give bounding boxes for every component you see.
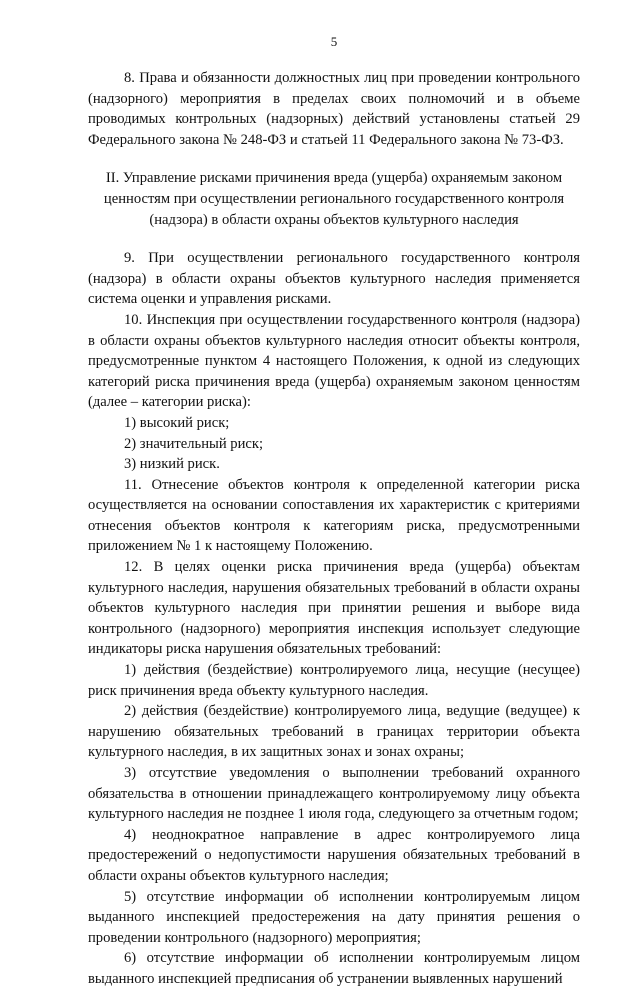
indicator-item: 4) неоднократное направление в адрес контролируемого лица предостережений о недопустимости нарушения обязательных требований в области охраны объектов культурного наследия; (88, 826, 580, 884)
paragraph-10: 10. Инспекция при осуществлении государственного контроля (надзора) в области охраны объектов культурного наследия относит объекты контроля, предусмотренные пунктом 4 настоящего Положения, к одной из следующих категорий риска причинения вреда (ущерба) охраняемым законом ценностям (далее – категории риска): (88, 311, 580, 411)
paragraph-11: 11. Отнесение объектов контроля к определенной категории риска осуществляется на основании сопоставления их характеристик с критериями отнесения объектов контроля к категориям риска, предусмотренными приложением № 1 к настоящему Положению. (88, 476, 580, 555)
risk-list-item: 2) значительный риск; (124, 435, 264, 452)
risk-list-item: 1) высокий риск; (124, 414, 230, 431)
section-heading (94, 168, 574, 230)
section-title: II. Управление рисками причинения вреда (ущерба) охраняемым законом ценностям при осуществлении регионального государственного контроля (надзора) в области охраны объектов культурного наследия (103, 170, 565, 228)
paragraph-12: 12. В целях оценки риска причинения вреда (ущерба) объектам культурного наследия, нарушения обязательных требований в области охраны объектов культурного наследия при принятии решения и выборе вида контрольного (надзорного) мероприятия инспекция использует следующие индикаторы риска нарушения обязательных требований: (88, 559, 580, 658)
page-number: 5 (330, 34, 338, 49)
indicator-item: 6) отсутствие информации об исполнении контролируемым лицом выданного инспекцией предписания об устранении выявленных нарушений (88, 950, 580, 987)
indicator-item: 2) действия (бездействие) контролируемого лица, ведущие (ведущее) к нарушению обязательных требований в границах территории объекта культурного наследия, в их защитных зонах и зонах охраны; (88, 703, 580, 761)
indicator-item: 5) отсутствие информации об исполнении контролируемым лицом выданного инспекцией предостережения на дату принятия решения о проведении контрольного (надзорного) мероприятия; (88, 888, 580, 946)
risk-list-item: 3) низкий риск. (124, 456, 220, 473)
paragraph-9: 9. При осуществлении регионального государственного контроля (надзора) в области охраны объектов культурного наследия применяется система оценки и управления рисками. (88, 250, 580, 308)
indicator-item: 3) отсутствие уведомления о выполнении требований охранного обязательства в отношении принадлежащего контролируемому лицу объекта культурного наследия не позднее 1 июля года, следующего за отчетным годом; (88, 765, 580, 823)
paragraph-8: 8. Права и обязанности должностных лиц при проведении контрольного (надзорного) мероприятия в пределах своих полномочий и в объеме проводимых контрольных (надзорных) действий установлены статьей 29 Федерального закона № 248-ФЗ и статьей 11 Федерального закона № 73-ФЗ. (88, 70, 580, 148)
indicator-item: 1) действия (бездействие) контролируемого лица, несущие (несущее) риск причинения вреда объекту культурного наследия. (88, 662, 580, 699)
